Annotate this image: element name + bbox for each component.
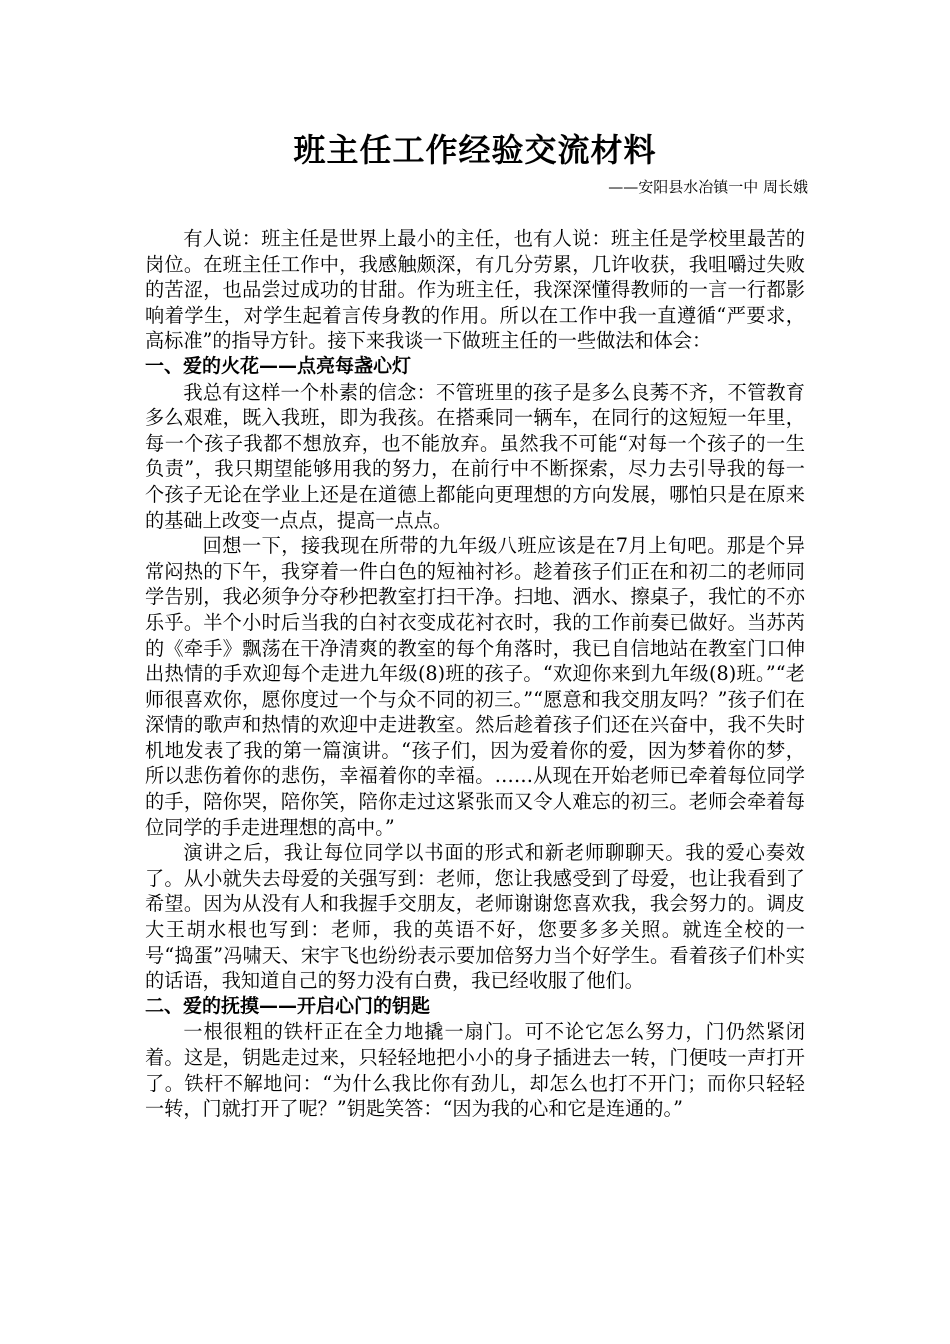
section1-paragraph: 回想一下，接我现在所带的九年级八班应该是在7月上旬吧。那是个异常闷热的下午，我穿着一件白色的短袖衬衫。趁着孩子们正在和初二的老师同学告别，我必须争分夺秒把教室打扫干净。扫地、洒水、擦桌子，我忙的不亦乐乎。半个小时后当我的白衬衣变成花衬衣时，我的工作前奏已做好。当苏芮的《牵手》飘荡在干净清爽的教室的每个角落时，我已自信地站在教室门口伸出热情的手欢迎每个走进九年级(8)班的孩子。“欢迎你来到九年级(8)班。”“老师很喜欢你，愿你度过一个与众不同的初三。”“愿意和我交朋友吗？”孩子们在深情的歌声和热情的欢迎中走进教室。然后趁着孩子们还在兴奋中，我不失时机地发表了我的第一篇演讲。“孩子们，因为爱着你的爱，因为梦着你的梦，所以悲伤着你的悲伤，幸福着你的幸福。……从现在开始老师已牵着每位同学的手，陪你哭，陪你笑，陪你走过这紧张而又令人难忘的初三。老师会牵着每位同学的手走进理想的高中。”: [145, 534, 805, 839]
section1-paragraph: 我总有这样一个朴素的信念：不管班里的孩子是多么良莠不齐，不管教育多么艰难，既入我班，即为我孩。在搭乘同一辆车，在同行的这短短一年里，每一个孩子我都不想放弃，也不能放弃。虽然我不可能“对每一个孩子的一生负责”，我只期望能够用我的努力，在前行中不断探索，尽力去引导我的每一个孩子无论在学业上还是在道德上都能向更理想的方向发展，哪怕只是在原来的基础上改变一点点，提高一点点。: [145, 380, 805, 532]
section1-paragraph: 演讲之后，我让每位同学以书面的形式和新老师聊聊天。我的爱心奏效了。从小就失去母爱的关强写到：老师，您让我感受到了母爱，也让我看到了希望。因为从没有人和我握手交朋友，老师谢谢您喜欢我，我会努力的。调皮大王胡水根也写到：老师，我的英语不好，您要多多关照。就连全校的一号“捣蛋”冯啸天、宋宇飞也纷纷表示要加倍努力当个好学生。看着孩子们朴实的话语，我知道自己的努力没有白费，我已经收服了他们。: [145, 841, 805, 993]
intro-paragraph: 有人说：班主任是世界上最小的主任，也有人说：班主任是学校里最苦的岗位。在班主任工作中，我感触颇深，有几分劳累，几许收获，我咀嚼过失败的苦涩，也品尝过成功的甘甜。作为班主任，我深深懂得教师的一言一行都影响着学生，对学生起着言传身教的作用。所以在工作中我一直遵循“严要求，高标准”的指导方针。接下来我谈一下做班主任的一些做法和体会：: [145, 227, 805, 353]
section2-paragraph: 一根很粗的铁杆正在全力地撬一扇门。可不论它怎么努力，门仍然紧闭着。这是，钥匙走过来，只轻轻地把小小的身子插进去一转，门便吱一声打开了。铁杆不解地问：“为什么我比你有劲儿，却怎么也打不开门；而你只轻轻一转，门就打开了呢？”钥匙笑答：“因为我的心和它是连通的。”: [145, 1020, 805, 1121]
document-title: 班主任工作经验交流材料: [293, 131, 657, 169]
document-body: [145, 226, 805, 1122]
document-author: ——安阳县水冶镇一中 周长娥: [608, 178, 808, 196]
section-heading-1: 一、爱的火花——点亮每盏心灯: [145, 354, 412, 377]
section-heading-2: 二、爱的抚摸——开启心门的钥匙: [145, 994, 431, 1017]
